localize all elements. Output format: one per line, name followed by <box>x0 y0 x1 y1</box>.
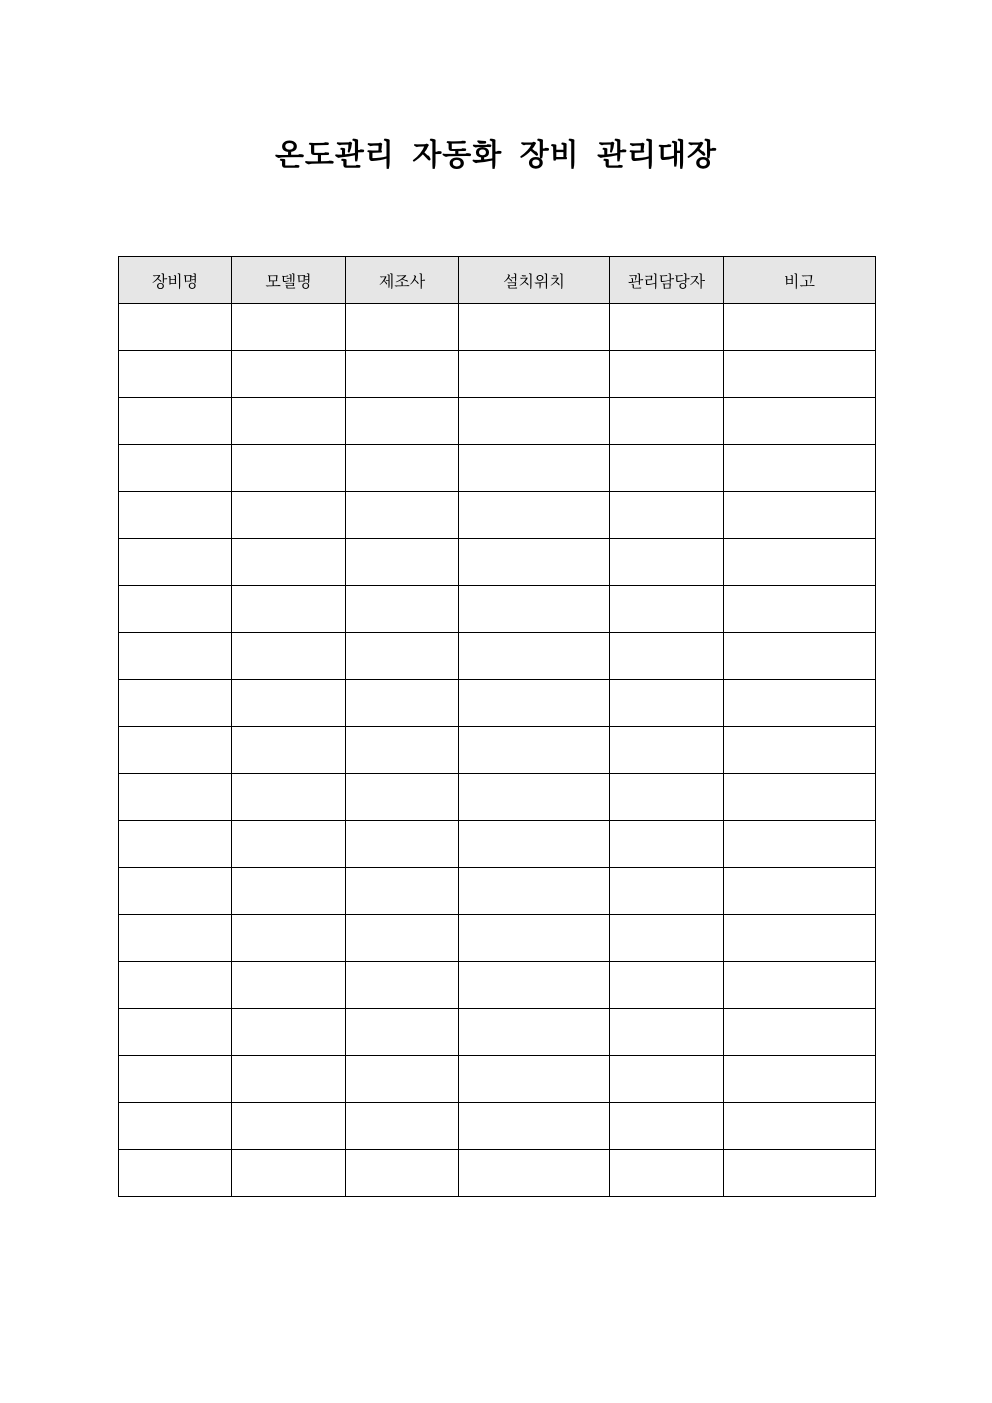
cell-manager[interactable] <box>610 727 724 774</box>
column-header-manager: 관리담당자 <box>610 257 724 304</box>
cell-equipment-name[interactable] <box>119 1150 232 1197</box>
cell-equipment-name[interactable] <box>119 1056 232 1103</box>
cell-manufacturer[interactable] <box>346 539 459 586</box>
cell-equipment-name[interactable] <box>119 680 232 727</box>
table-row <box>119 1103 876 1150</box>
cell-install-location[interactable] <box>459 774 610 821</box>
table-body <box>119 304 876 1197</box>
cell-install-location[interactable] <box>459 304 610 351</box>
cell-equipment-name[interactable] <box>119 915 232 962</box>
cell-model-name[interactable] <box>232 680 346 727</box>
cell-remarks[interactable] <box>724 962 876 1009</box>
cell-remarks[interactable] <box>724 821 876 868</box>
cell-manager[interactable] <box>610 445 724 492</box>
cell-equipment-name[interactable] <box>119 868 232 915</box>
cell-manufacturer[interactable] <box>346 915 459 962</box>
cell-model-name[interactable] <box>232 445 346 492</box>
cell-install-location[interactable] <box>459 1103 610 1150</box>
cell-manufacturer[interactable] <box>346 398 459 445</box>
cell-manager[interactable] <box>610 962 724 1009</box>
cell-model-name[interactable] <box>232 1056 346 1103</box>
cell-model-name[interactable] <box>232 304 346 351</box>
table-row <box>119 774 876 821</box>
cell-model-name[interactable] <box>232 398 346 445</box>
cell-remarks[interactable] <box>724 727 876 774</box>
table-row <box>119 821 876 868</box>
table-row <box>119 915 876 962</box>
cell-install-location[interactable] <box>459 398 610 445</box>
table-header-row <box>119 257 876 304</box>
cell-install-location[interactable] <box>459 962 610 1009</box>
cell-manufacturer[interactable] <box>346 586 459 633</box>
cell-manager[interactable] <box>610 492 724 539</box>
cell-install-location[interactable] <box>459 1009 610 1056</box>
cell-install-location[interactable] <box>459 1056 610 1103</box>
cell-remarks[interactable] <box>724 492 876 539</box>
cell-model-name[interactable] <box>232 962 346 1009</box>
cell-manager[interactable] <box>610 915 724 962</box>
equipment-ledger-table <box>118 256 876 1197</box>
cell-install-location[interactable] <box>459 868 610 915</box>
cell-model-name[interactable] <box>232 868 346 915</box>
cell-remarks[interactable] <box>724 1150 876 1197</box>
cell-manager[interactable] <box>610 539 724 586</box>
table-row <box>119 586 876 633</box>
cell-remarks[interactable] <box>724 774 876 821</box>
cell-manufacturer[interactable] <box>346 304 459 351</box>
table-row <box>119 727 876 774</box>
table-row <box>119 1009 876 1056</box>
table-row <box>119 398 876 445</box>
cell-manager[interactable] <box>610 1150 724 1197</box>
table-row <box>119 868 876 915</box>
cell-model-name[interactable] <box>232 351 346 398</box>
cell-equipment-name[interactable] <box>119 586 232 633</box>
cell-manager[interactable] <box>610 774 724 821</box>
cell-manufacturer[interactable] <box>346 962 459 1009</box>
cell-model-name[interactable] <box>232 492 346 539</box>
cell-remarks[interactable] <box>724 868 876 915</box>
cell-equipment-name[interactable] <box>119 1009 232 1056</box>
cell-model-name[interactable] <box>232 1150 346 1197</box>
cell-manufacturer[interactable] <box>346 1150 459 1197</box>
cell-model-name[interactable] <box>232 821 346 868</box>
cell-equipment-name[interactable] <box>119 633 232 680</box>
cell-remarks[interactable] <box>724 1009 876 1056</box>
cell-equipment-name[interactable] <box>119 398 232 445</box>
table-row <box>119 680 876 727</box>
cell-model-name[interactable] <box>232 539 346 586</box>
cell-equipment-name[interactable] <box>119 821 232 868</box>
cell-manufacturer[interactable] <box>346 1009 459 1056</box>
cell-model-name[interactable] <box>232 915 346 962</box>
cell-equipment-name[interactable] <box>119 1103 232 1150</box>
column-header-equipment-name: 장비명 <box>119 257 232 304</box>
cell-manufacturer[interactable] <box>346 351 459 398</box>
cell-manufacturer[interactable] <box>346 492 459 539</box>
cell-equipment-name[interactable] <box>119 727 232 774</box>
cell-manager[interactable] <box>610 633 724 680</box>
cell-manager[interactable] <box>610 1103 724 1150</box>
cell-install-location[interactable] <box>459 1150 610 1197</box>
cell-manager[interactable] <box>610 398 724 445</box>
cell-manager[interactable] <box>610 351 724 398</box>
cell-remarks[interactable] <box>724 680 876 727</box>
table-row <box>119 539 876 586</box>
cell-install-location[interactable] <box>459 586 610 633</box>
cell-manager[interactable] <box>610 1056 724 1103</box>
cell-remarks[interactable] <box>724 915 876 962</box>
cell-remarks[interactable] <box>724 586 876 633</box>
cell-install-location[interactable] <box>459 680 610 727</box>
cell-install-location[interactable] <box>459 915 610 962</box>
document-title: 온도관리 자동화 장비 관리대장 <box>274 138 718 173</box>
cell-equipment-name[interactable] <box>119 492 232 539</box>
cell-manufacturer[interactable] <box>346 727 459 774</box>
column-header-remarks: 비고 <box>724 257 876 304</box>
cell-manager[interactable] <box>610 821 724 868</box>
table-row <box>119 445 876 492</box>
column-header-model-name: 모델명 <box>232 257 346 304</box>
cell-install-location[interactable] <box>459 727 610 774</box>
table-row <box>119 351 876 398</box>
cell-remarks[interactable] <box>724 1056 876 1103</box>
table-row <box>119 304 876 351</box>
cell-manufacturer[interactable] <box>346 1056 459 1103</box>
cell-manufacturer[interactable] <box>346 680 459 727</box>
table-row <box>119 633 876 680</box>
cell-remarks[interactable] <box>724 398 876 445</box>
cell-install-location[interactable] <box>459 539 610 586</box>
table-row <box>119 492 876 539</box>
cell-equipment-name[interactable] <box>119 351 232 398</box>
cell-equipment-name[interactable] <box>119 445 232 492</box>
cell-remarks[interactable] <box>724 445 876 492</box>
cell-manager[interactable] <box>610 1009 724 1056</box>
cell-manufacturer[interactable] <box>346 821 459 868</box>
table-row <box>119 1150 876 1197</box>
cell-model-name[interactable] <box>232 1009 346 1056</box>
cell-manufacturer[interactable] <box>346 1103 459 1150</box>
cell-remarks[interactable] <box>724 1103 876 1150</box>
cell-manufacturer[interactable] <box>346 445 459 492</box>
cell-remarks[interactable] <box>724 633 876 680</box>
cell-install-location[interactable] <box>459 445 610 492</box>
column-header-manufacturer: 제조사 <box>346 257 459 304</box>
cell-install-location[interactable] <box>459 633 610 680</box>
table-row <box>119 962 876 1009</box>
cell-install-location[interactable] <box>459 351 610 398</box>
cell-equipment-name[interactable] <box>119 962 232 1009</box>
cell-install-location[interactable] <box>459 821 610 868</box>
cell-install-location[interactable] <box>459 492 610 539</box>
cell-model-name[interactable] <box>232 586 346 633</box>
cell-remarks[interactable] <box>724 539 876 586</box>
cell-remarks[interactable] <box>724 304 876 351</box>
cell-manufacturer[interactable] <box>346 774 459 821</box>
cell-manager[interactable] <box>610 680 724 727</box>
cell-manager[interactable] <box>610 868 724 915</box>
column-header-install-location: 설치위치 <box>459 257 610 304</box>
cell-equipment-name[interactable] <box>119 774 232 821</box>
cell-model-name[interactable] <box>232 774 346 821</box>
cell-model-name[interactable] <box>232 1103 346 1150</box>
cell-model-name[interactable] <box>232 633 346 680</box>
table-row <box>119 1056 876 1103</box>
cell-manufacturer[interactable] <box>346 633 459 680</box>
cell-equipment-name[interactable] <box>119 539 232 586</box>
cell-manufacturer[interactable] <box>346 868 459 915</box>
cell-model-name[interactable] <box>232 727 346 774</box>
cell-manager[interactable] <box>610 586 724 633</box>
cell-remarks[interactable] <box>724 351 876 398</box>
cell-manager[interactable] <box>610 304 724 351</box>
cell-equipment-name[interactable] <box>119 304 232 351</box>
